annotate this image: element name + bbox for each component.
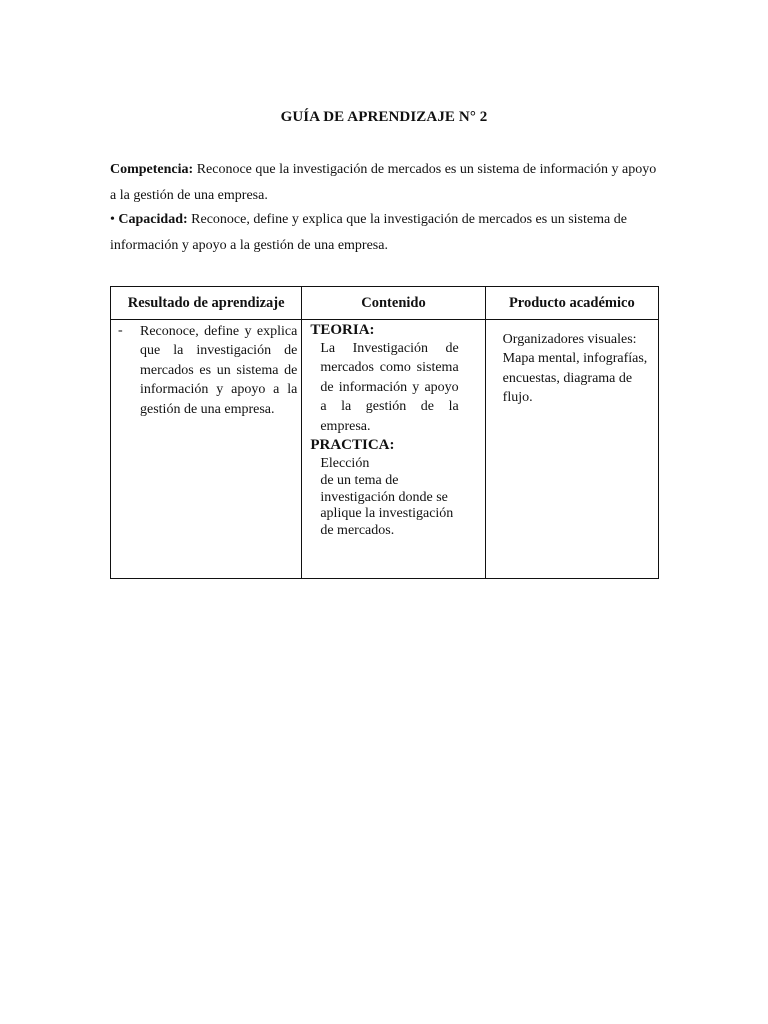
competencia-paragraph (110, 157, 658, 209)
practica-label: PRACTICA: (310, 437, 395, 454)
learning-guide-table (110, 286, 659, 579)
header-contenido: Contenido (302, 287, 485, 320)
practica-first-line: Elección (320, 456, 370, 472)
list-dash: - (118, 323, 123, 338)
result-cell (111, 320, 302, 579)
table-header-row (111, 287, 659, 320)
teoria-text: La Investigación de mercados como sistema de información y apoyo a la gestión de la empresa. (320, 341, 459, 434)
competencia-label: Competencia: (110, 162, 194, 177)
content-cell (302, 320, 485, 579)
table-row (111, 320, 659, 579)
bullet: • (110, 212, 119, 227)
capacidad-label: Capacidad: (118, 212, 188, 227)
capacidad-paragraph (110, 207, 658, 259)
header-producto: Producto académico (485, 287, 658, 320)
teoria-label: TEORIA: (310, 322, 375, 338)
result-text: Reconoce, define y explica que la investigación de mercados es un sistema de información y apoyo a la gestión de una empresa. (140, 324, 298, 417)
page-title: GUÍA DE APRENDIZAJE N° 2 (280, 109, 488, 125)
capacidad-text: Reconoce, define y explica que la investigación de mercados es un sistema de información y apoyo a la gestión de una empresa. (110, 212, 627, 253)
product-text: Organizadores visuales: Mapa mental, infografías, encuestas, diagrama de flujo. (502, 332, 648, 406)
product-cell (485, 320, 658, 579)
competencia-text: Reconoce que la investigación de mercados es un sistema de información y apoyo a la gestión de una empresa. (110, 162, 657, 203)
header-resultado: Resultado de aprendizaje (111, 287, 302, 320)
practica-text: de un tema de investigación donde se aplique la investigación de mercados. (320, 473, 454, 538)
